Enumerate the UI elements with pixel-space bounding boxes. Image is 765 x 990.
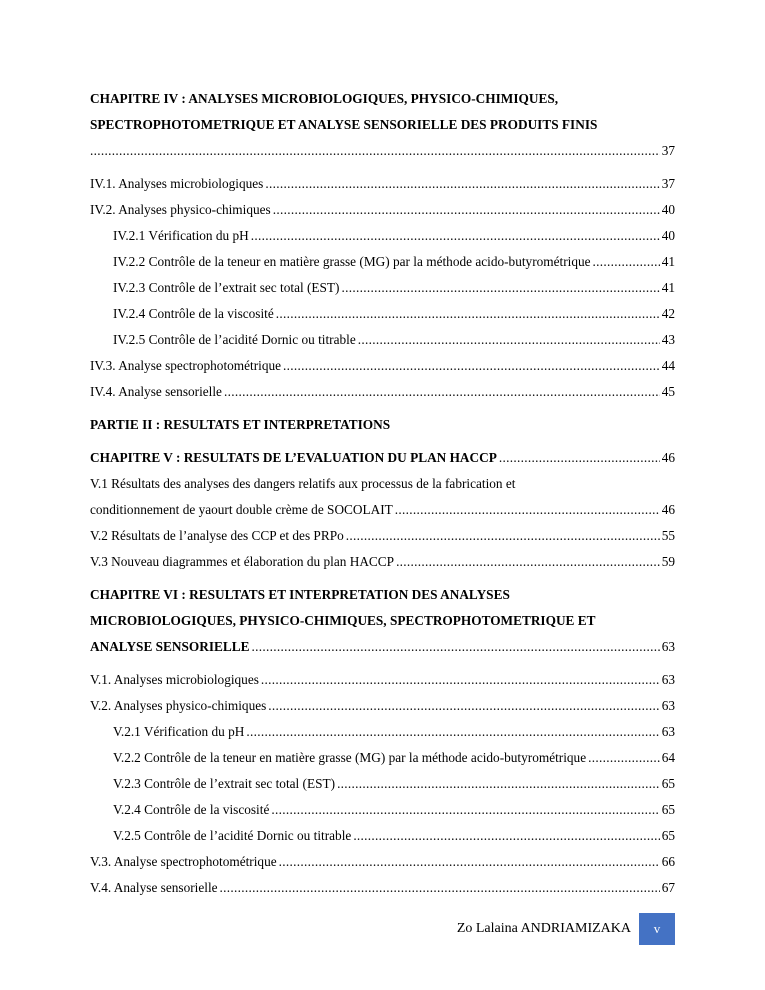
toc-entry-vi-4[interactable] (90, 875, 675, 901)
page-number: 43 (661, 332, 675, 347)
entry-label: IV.2.3 Contrôle de l’extrait sec total (EST) (113, 275, 341, 301)
dot-leader (499, 445, 660, 471)
dot-leader (261, 667, 660, 693)
page-number: 40 (661, 228, 675, 243)
toc-entry-iv-2-3[interactable] (90, 275, 675, 301)
page-number: 40 (661, 202, 675, 217)
entry-label: IV.3. Analyse spectrophotométrique (90, 353, 283, 379)
dot-leader (268, 693, 659, 719)
page-number: 41 (661, 280, 675, 295)
toc-entry-vi-1[interactable] (90, 667, 675, 693)
entry-label: IV.4. Analyse sensorielle (90, 379, 224, 405)
page-number: 64 (661, 750, 675, 765)
entry-label: IV.2.4 Contrôle de la viscosité (113, 301, 276, 327)
page-number: 65 (661, 776, 675, 791)
dot-leader (251, 223, 660, 249)
page-number: 59 (661, 554, 675, 569)
dot-leader (588, 745, 660, 771)
page-number: 63 (661, 672, 675, 687)
toc-entry-vi-3[interactable] (90, 849, 675, 875)
dot-leader (246, 719, 659, 745)
footer-page-number: v (639, 913, 675, 945)
entry-label: CHAPITRE V : RESULTATS DE L’EVALUATION DU PLAN HACCP (90, 445, 499, 471)
toc-entry-iv-2-4[interactable] (90, 301, 675, 327)
dot-leader (220, 875, 660, 901)
dot-leader (252, 634, 660, 660)
chapter-4-entry[interactable] (90, 138, 675, 164)
entry-label: ANALYSE SENSORIELLE (90, 634, 252, 660)
dot-leader (341, 275, 659, 301)
toc-entry-v-2[interactable] (90, 523, 675, 549)
dot-leader (353, 823, 659, 849)
dot-leader (396, 549, 660, 575)
dot-leader (265, 171, 659, 197)
dot-leader (276, 301, 660, 327)
toc-entry-iv-3[interactable] (90, 353, 675, 379)
entry-label: V.2.5 Contrôle de l’acidité Dornic ou titrable (113, 823, 353, 849)
dot-leader (395, 497, 660, 523)
page-number: 63 (661, 698, 675, 713)
toc-entry-vi-2-5[interactable] (90, 823, 675, 849)
dot-leader (283, 353, 660, 379)
page-number: 37 (661, 143, 675, 158)
page-number: 66 (661, 854, 675, 869)
toc-entry-vi-2-4[interactable] (90, 797, 675, 823)
dot-leader (337, 771, 660, 797)
toc-entry-vi-2-3[interactable] (90, 771, 675, 797)
page-number: 37 (661, 176, 675, 191)
page-footer (0, 913, 765, 945)
page-number: 65 (661, 828, 675, 843)
toc-entry-iv-2-5[interactable] (90, 327, 675, 353)
toc-entry-iv-2-2[interactable] (90, 249, 675, 275)
page-number: 63 (661, 724, 675, 739)
entry-label: V.2 Résultats de l’analyse des CCP et des PRPo (90, 523, 346, 549)
page-number: 67 (661, 880, 675, 895)
toc-entry-v-3[interactable] (90, 549, 675, 575)
entry-label: conditionnement de yaourt double crème de SOCOLAIT (90, 497, 395, 523)
entry-label: V.1. Analyses microbiologiques (90, 667, 261, 693)
chapter-6-title-line-1: CHAPITRE VI : RESULTATS ET INTERPRETATION DES ANALYSES (90, 587, 510, 602)
toc-entry-iv-2-1[interactable] (90, 223, 675, 249)
toc-entry-vi-2[interactable] (90, 693, 675, 719)
chapter-5-entry[interactable] (90, 445, 675, 471)
page-number: 63 (661, 639, 675, 654)
part-2-title: PARTIE II : RESULTATS ET INTERPRETATIONS (90, 417, 391, 432)
dot-leader (358, 327, 660, 353)
page-number: 42 (661, 306, 675, 321)
toc-entry-vi-2-1[interactable] (90, 719, 675, 745)
dot-leader (593, 249, 660, 275)
entry-label: V.4. Analyse sensorielle (90, 875, 220, 901)
entry-label: IV.2.2 Contrôle de la teneur en matière grasse (MG) par la méthode acido-butyrométrique (113, 249, 593, 275)
dot-leader (224, 379, 660, 405)
page-number: 65 (661, 802, 675, 817)
page-number: 55 (661, 528, 675, 543)
toc-entry-iv-2[interactable] (90, 197, 675, 223)
page-number: 46 (661, 502, 675, 517)
chapter-6-title-line-2: MICROBIOLOGIQUES, PHYSICO-CHIMIQUES, SPECTROPHOTOMETRIQUE ET (90, 613, 596, 628)
page-number: 44 (661, 358, 675, 373)
dot-leader (273, 197, 660, 223)
toc-entry-iv-4[interactable] (90, 379, 675, 405)
dot-leader (346, 523, 660, 549)
dot-leader (279, 849, 660, 875)
entry-label: IV.2. Analyses physico-chimiques (90, 197, 273, 223)
toc-entry-v-1-line-1: V.1 Résultats des analyses des dangers relatifs aux processus de la fabrication et (90, 476, 516, 491)
dot-leader (90, 138, 660, 164)
table-of-contents (90, 86, 675, 901)
entry-label: V.2. Analyses physico-chimiques (90, 693, 268, 719)
entry-label: V.3. Analyse spectrophotométrique (90, 849, 279, 875)
chapter-4-title-line-2: SPECTROPHOTOMETRIQUE ET ANALYSE SENSORIELLE DES PRODUITS FINIS (90, 117, 598, 132)
page-number: 46 (661, 450, 675, 465)
entry-label: V.2.2 Contrôle de la teneur en matière grasse (MG) par la méthode acido-butyrométrique (113, 745, 588, 771)
entry-label: V.2.1 Vérification du pH (113, 719, 246, 745)
chapter-6-entry[interactable] (90, 634, 675, 660)
toc-entry-v-1[interactable] (90, 497, 675, 523)
entry-label: IV.2.1 Vérification du pH (113, 223, 251, 249)
page-number: 41 (661, 254, 675, 269)
entry-label: IV.2.5 Contrôle de l’acidité Dornic ou titrable (113, 327, 358, 353)
chapter-4-title-line-1: CHAPITRE IV : ANALYSES MICROBIOLOGIQUES, PHYSICO-CHIMIQUES, (90, 91, 559, 106)
page-number: 45 (661, 384, 675, 399)
toc-entry-iv-1[interactable] (90, 171, 675, 197)
entry-label: V.2.4 Contrôle de la viscosité (113, 797, 271, 823)
footer-author: Zo Lalaina ANDRIAMIZAKA (456, 921, 631, 936)
entry-label: V.2.3 Contrôle de l’extrait sec total (EST) (113, 771, 337, 797)
entry-label: V.3 Nouveau diagrammes et élaboration du plan HACCP (90, 549, 396, 575)
toc-entry-vi-2-2[interactable] (90, 745, 675, 771)
entry-label: IV.1. Analyses microbiologiques (90, 171, 265, 197)
dot-leader (271, 797, 659, 823)
